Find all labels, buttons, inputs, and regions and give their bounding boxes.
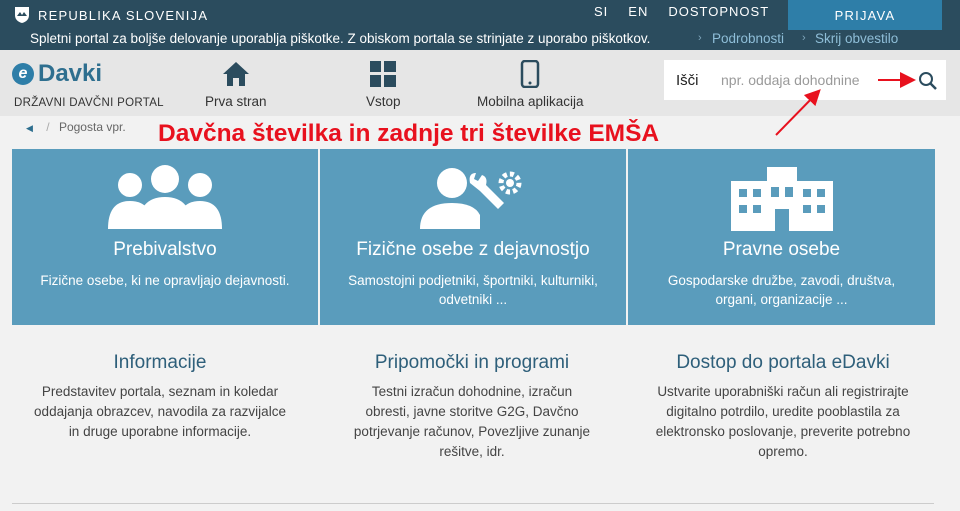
tile-desc: Fizične osebe, ki ne opravljajo dejavnosti. (40, 273, 290, 288)
tile-prebivalstvo[interactable] (12, 149, 318, 325)
info-column-pripomocki (352, 352, 592, 462)
person-tools-icon (418, 165, 528, 233)
column-text: Testni izračun dohodnine, izračun obresti, javne storitve G2G, Davčno potrjevanje računov, Povezljive zunanje rešitve, idr. (353, 384, 591, 459)
breadcrumb (26, 120, 126, 134)
column-title-link[interactable]: Informacije (113, 352, 207, 373)
column-text: Predstavitev portala, seznam in koledar oddajanja obrazcev, navodila za razvijalce in druge uporabne informacije. (34, 384, 286, 439)
lang-si-link[interactable]: SI (594, 3, 609, 19)
cookie-hide-link[interactable]: Skrij obvestilo (815, 31, 899, 46)
gov-label: REPUBLIKA SLOVENIJA (38, 7, 209, 23)
lang-en-link[interactable]: EN (628, 3, 649, 19)
tile-desc: Samostojni podjetniki, športniki, kulturniki, odvetniki ... (348, 273, 598, 307)
search-label: Išči (676, 71, 699, 89)
accessibility-label: DOSTOPNOST (668, 3, 770, 19)
column-title-link[interactable]: Dostop do portala eDavki (676, 352, 890, 373)
back-arrow-icon[interactable]: ◀ (26, 123, 33, 133)
tile-desc: Gospodarske družbe, zavodi, društva, organi, organizacije ... (667, 273, 896, 307)
tile-pravne-osebe[interactable] (628, 149, 935, 325)
cookie-details-link[interactable]: Podrobnosti (712, 31, 785, 46)
logo-e-icon: e (12, 63, 34, 85)
column-text: Ustvarite uporabniški račun ali registrirajte digitalno potrdilo, uredite pooblastila za elektronsko poslovanje, preverite potrebno opremo. (655, 384, 911, 459)
portal-name: DRŽAVNI DAVČNI PORTAL (14, 97, 164, 109)
tile-title: Prebivalstvo (113, 239, 217, 260)
tile-fizicne-osebe[interactable] (320, 149, 626, 325)
annotation-text: Davčna številka in zadnje tri številke EMŠA (158, 120, 660, 147)
building-icon (727, 165, 837, 233)
nav-home-label: Prva stran (205, 94, 267, 109)
nav-mobile-label: Mobilna aplikacija (477, 94, 584, 109)
logo-text: Davki (38, 60, 103, 87)
nav-login-label: Vstop (366, 94, 401, 109)
tile-title: Fizične osebe z dejavnostjo (356, 239, 590, 260)
people-icon (100, 165, 230, 233)
cookie-message: Spletni portal za boljše delovanje uporablja piškotke. Z obiskom portala se strinjate z uporabo piškotkov. (30, 31, 651, 46)
breadcrumb-item[interactable]: Pogosta vpr. (58, 120, 126, 134)
chevron-right-icon: › (802, 32, 806, 44)
tile-title: Pravne osebe (722, 239, 841, 260)
login-button[interactable]: PRIJAVA (788, 0, 942, 30)
info-column-informacije (30, 352, 290, 442)
breadcrumb-separator: / (46, 120, 50, 134)
chevron-right-icon: › (698, 32, 702, 44)
column-title-link[interactable]: Pripomočki in programi (374, 352, 570, 373)
info-column-dostop (648, 352, 918, 462)
divider (12, 503, 934, 504)
